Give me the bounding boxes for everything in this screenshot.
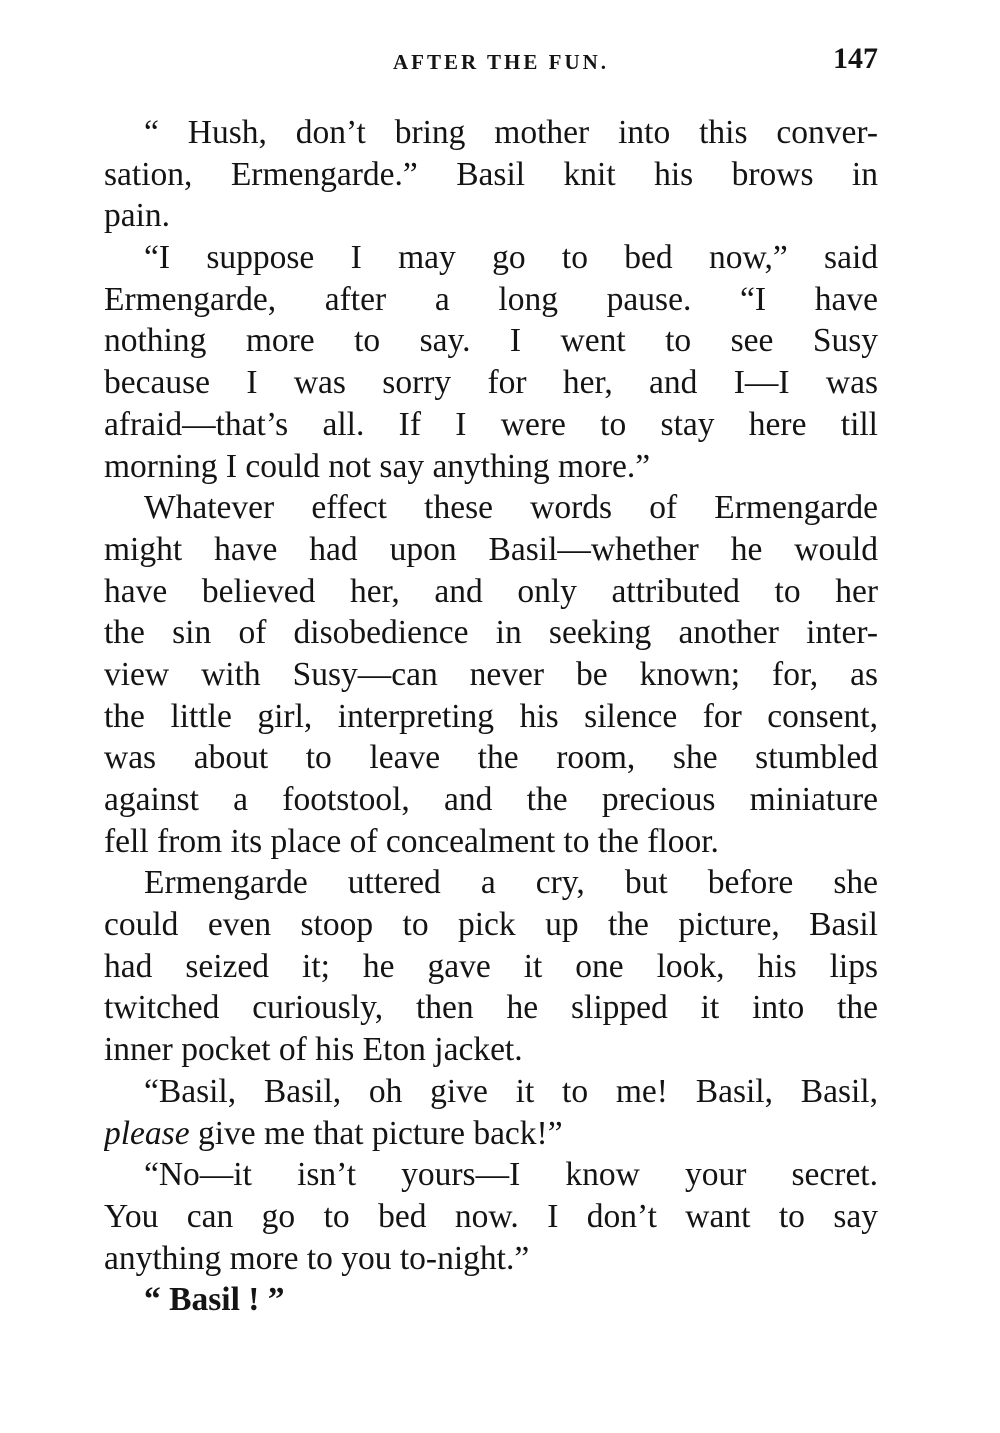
- body-text: [104, 112, 878, 1321]
- text-line: have believed her, and only attributed to her: [104, 572, 878, 610]
- text-line: Ermengarde uttered a cry, but before she: [144, 864, 878, 902]
- text-line: twitched curiously, then he slipped it into the: [104, 989, 878, 1027]
- running-title: AFTER THE FUN.: [392, 50, 610, 74]
- text-line: nothing more to say. I went to see Susy: [104, 322, 878, 360]
- text-line: could even stoop to pick up the picture, Basil: [104, 906, 878, 944]
- text-line: because I was sorry for her, and I—I was: [104, 364, 878, 402]
- text-line: view with Susy—can never be known; for, as: [104, 655, 878, 693]
- text-line: was about to leave the room, she stumbled: [104, 739, 878, 777]
- text-span: give me that picture back!”: [189, 1114, 563, 1152]
- text-line: anything more to you to-night.”: [104, 1239, 530, 1277]
- emphasis: please: [104, 1114, 190, 1152]
- text-line: had seized it; he gave it one look, his lips: [104, 947, 878, 985]
- text-line: sation, Ermengarde.” Basil knit his brows in: [104, 155, 878, 193]
- running-header: [104, 42, 878, 82]
- text-line: “ Hush, don’t bring mother into this conver-: [144, 114, 878, 151]
- text-line: Ermengarde, after a long pause. “I have: [104, 280, 878, 318]
- text-line: the sin of disobedience in seeking another inter-: [104, 614, 878, 652]
- text-line: “Basil, Basil, oh give it to me! Basil, Basil,: [144, 1072, 878, 1110]
- text-line: pain.: [104, 197, 171, 235]
- text-line: fell from its place of concealment to the floor.: [104, 822, 719, 860]
- text-line: Whatever effect these words of Ermengarde: [144, 489, 878, 527]
- page-number: 147: [833, 42, 878, 75]
- text-line: inner pocket of his Eton jacket.: [104, 1031, 523, 1069]
- text-line: the little girl, interpreting his silence for consent,: [104, 697, 878, 735]
- text-line: against a footstool, and the precious miniature: [104, 781, 878, 818]
- text-line: might have had upon Basil—whether he would: [104, 530, 878, 568]
- text-line: “I suppose I may go to bed now,” said: [144, 239, 878, 277]
- text-line: [104, 1113, 878, 1155]
- text-line: afraid—that’s all. If I were to stay here till: [104, 405, 878, 443]
- text-line: You can go to bed now. I don’t want to say: [104, 1197, 878, 1235]
- text-line: “No—it isn’t yours—I know your secret.: [144, 1156, 878, 1194]
- text-line: morning I could not say anything more.”: [104, 447, 651, 485]
- text-line: “ Basil ! ”: [144, 1281, 285, 1319]
